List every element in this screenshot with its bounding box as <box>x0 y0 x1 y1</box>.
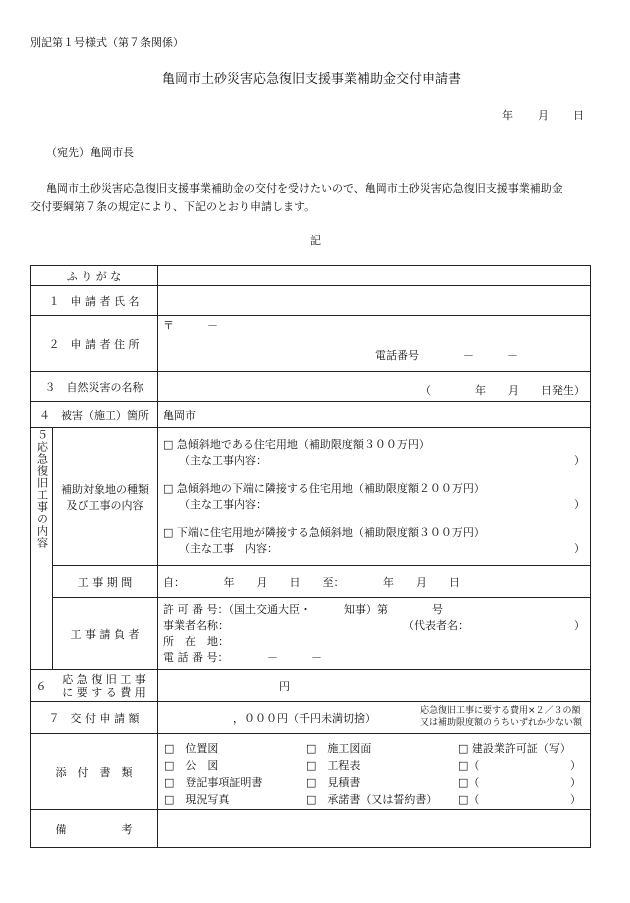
attachment-checkbox[interactable]: □ 現況写真 <box>164 792 230 806</box>
contractor-field[interactable] <box>158 598 591 670</box>
application-form-table <box>30 265 591 848</box>
applicant-phone: 電話番号 － － <box>375 349 518 362</box>
cost-label: ６ 応 急 復 旧 工 事 に 要 す る 費 用 <box>31 670 158 702</box>
applicant-name-field[interactable] <box>158 286 591 316</box>
grant-amount-field[interactable]: ，０００円（千円未満切捨） 応急復旧工事に要する費用×２／３の額 又は補助限度額のうちいずれか少ない額 <box>158 702 591 734</box>
attachment-checkbox[interactable]: □ 見積書 <box>306 775 361 789</box>
damage-location-field[interactable] <box>158 402 591 428</box>
applicant-name-label: １ 申 請 者 氏 名 <box>31 286 158 316</box>
option-3-detail[interactable]: （主な工事 内容： ） <box>179 541 585 555</box>
option-1-checkbox[interactable]: □ 急傾斜地である住宅用地（補助限度額３００万円） <box>163 437 430 451</box>
date-day: 日 <box>573 109 584 122</box>
grant-amount-label: ７ 交 付 申 請 額 <box>31 702 158 734</box>
target-land-label: 補助対象地の種類 及び工事の内容 <box>53 428 158 566</box>
construction-period-field[interactable]: 自： 年 月 日 至： 年 月 日 <box>158 566 591 598</box>
damage-location-label: ４ 被害（施工）箇所 <box>31 402 158 428</box>
attachment-checkbox[interactable]: □ 施工図面 <box>306 741 372 755</box>
addressee: （宛先）亀岡市長 <box>46 146 134 159</box>
target-land-options <box>158 428 591 566</box>
furigana-field[interactable] <box>158 266 591 286</box>
contractor-label: 工 事 請 負 者 <box>53 598 158 670</box>
cost-field[interactable]: 円 <box>158 670 591 702</box>
date-year: 年 <box>502 109 513 122</box>
attachment-close-paren: ） <box>570 758 581 772</box>
disaster-name-label: ３ 自然災害の名称 <box>31 372 158 402</box>
form-number: 別記第１号様式（第７条関係） <box>30 36 184 49</box>
document-title: 亀岡市土砂災害応急復旧支援事業補助金交付申請書 <box>162 72 462 87</box>
attachment-checkbox[interactable]: □ 登記事項証明書 <box>164 775 263 789</box>
option-1-detail[interactable]: （主な工事内容： ） <box>179 453 585 467</box>
applicant-address-label: ２ 申 請 者 住 所 <box>31 316 158 372</box>
option-2-detail[interactable]: （主な工事内容： ） <box>179 497 585 511</box>
body-line-2: 交付要綱第７条の規定により、下記のとおり申請します。 <box>30 200 316 213</box>
disaster-name-field[interactable] <box>158 372 591 402</box>
permit-number: 許 可 番 号：（国土交通大臣・ 知事）第 号 <box>163 602 443 616</box>
postal-code: 〒 － <box>163 319 218 332</box>
attachment-checkbox[interactable]: □ 建設業許可証（写） <box>458 741 571 755</box>
attachment-checkbox[interactable]: □ 位置図 <box>164 741 219 755</box>
ki-mark: 記 <box>310 234 321 247</box>
option-3-checkbox[interactable]: □ 下端に住宅用地が隣接する急傾斜地（補助限度額３００万円） <box>163 525 485 539</box>
attachment-checkbox[interactable]: □ 工程表 <box>306 758 361 772</box>
contractor-phone: 電 話 番 号： － － <box>163 650 322 664</box>
remarks-label: 備 考 <box>31 810 158 848</box>
applicant-address-field[interactable] <box>158 316 591 372</box>
body-line-1: 亀岡市土砂災害応急復旧支援事業補助金の交付を受けたいので、亀岡市土砂災害応急復旧支援事業補助金 <box>46 182 563 195</box>
section5-label: ５応急復旧工事の内容 <box>31 428 53 670</box>
disaster-date: （ 年 月 日発生） <box>420 384 585 397</box>
attachment-close-paren: ） <box>570 775 581 789</box>
contractor-location: 所 在 地： <box>163 634 229 648</box>
attachments-label: 添 付 書 類 <box>31 734 158 810</box>
attachment-checkbox[interactable]: □ 承諾書（又は誓約書） <box>306 792 438 806</box>
option-2-checkbox[interactable]: □ 急傾斜地の下端に隣接する住宅用地（補助限度額２００万円） <box>163 481 485 495</box>
attachment-checkbox[interactable]: □（ <box>458 775 480 789</box>
furigana-label: ふ り が な <box>31 266 158 286</box>
damage-location-value: 亀岡市 <box>163 408 196 422</box>
attachments-field <box>158 734 591 810</box>
attachment-checkbox[interactable]: □（ <box>458 758 480 772</box>
remarks-field[interactable] <box>158 810 591 848</box>
date-month: 月 <box>538 109 549 122</box>
attachment-close-paren: ） <box>570 792 581 806</box>
attachment-checkbox[interactable]: □（ <box>458 792 480 806</box>
attachment-checkbox[interactable]: □ 公 図 <box>164 758 219 772</box>
construction-period-label: 工 事 期 間 <box>53 566 158 598</box>
business-name: 事業者名称： （代表者名： ） <box>163 618 585 632</box>
